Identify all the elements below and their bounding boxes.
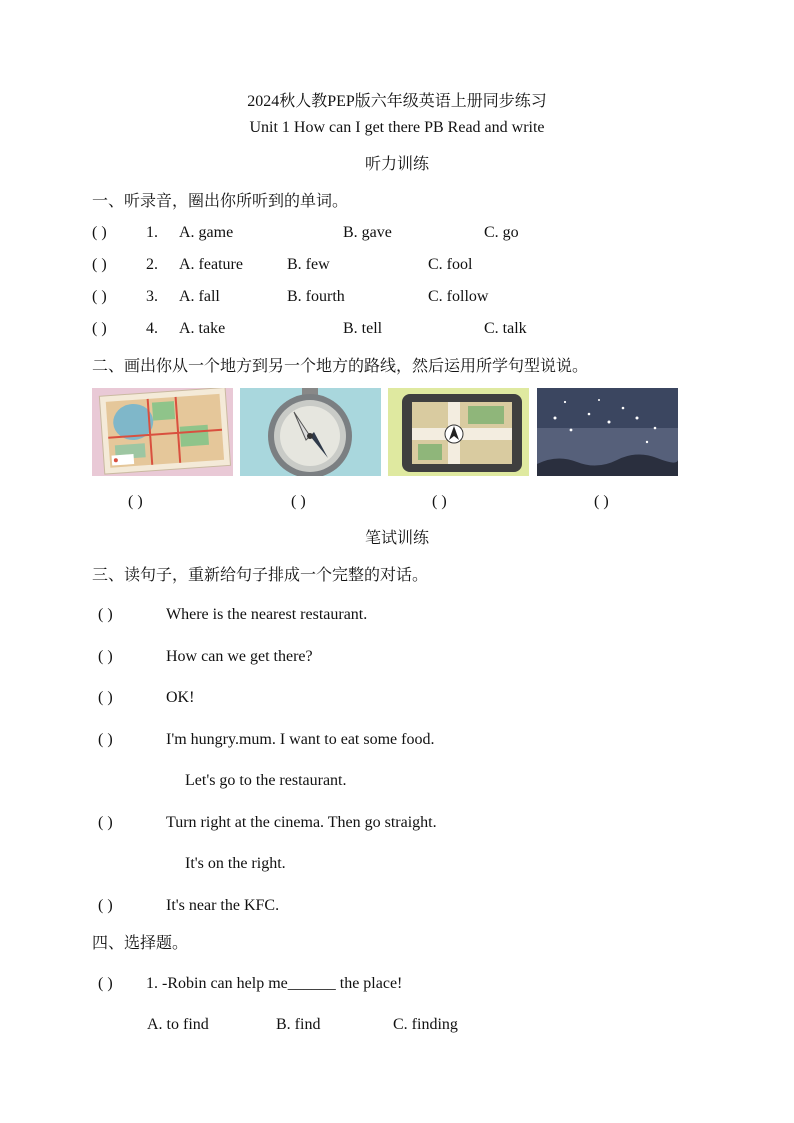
section4-heading: 四、选择题。	[92, 935, 189, 952]
answer-paren[interactable]: ( )	[92, 224, 107, 241]
answer-paren-image-3[interactable]: ( )	[432, 493, 447, 510]
option-c[interactable]: C. fool	[428, 256, 473, 273]
option-b[interactable]: B. find	[276, 1016, 321, 1033]
option-a[interactable]: A. fall	[179, 288, 220, 305]
page-subtitle: Unit 1 How can I get there PB Read and write	[249, 119, 545, 136]
answer-paren[interactable]: ( )	[98, 689, 113, 706]
dialogue-line: Where is the nearest restaurant.	[166, 606, 368, 623]
section1-heading: 一、听录音，圈出你所听到的单词。	[92, 193, 349, 210]
option-c[interactable]: C. go	[484, 224, 519, 241]
compass-image	[240, 388, 381, 476]
dialogue-line-continuation: Let's go to the restaurant.	[185, 772, 347, 789]
answer-paren[interactable]: ( )	[98, 648, 113, 665]
answer-paren[interactable]: ( )	[98, 606, 113, 623]
dialogue-line: OK!	[166, 689, 195, 706]
option-c[interactable]: C. finding	[393, 1016, 458, 1033]
option-b[interactable]: B. fourth	[287, 288, 345, 305]
dialogue-line: It's near the KFC.	[166, 897, 280, 914]
answer-paren[interactable]: ( )	[92, 256, 107, 273]
gps-device-image	[388, 388, 529, 476]
item-number: 2.	[146, 256, 158, 273]
answer-blank[interactable]: ______	[287, 975, 336, 992]
night-stars-image	[537, 388, 678, 476]
question-stem: 1. -Robin can help me	[146, 975, 288, 992]
section2-heading: 二、画出你从一个地方到另一个地方的路线，然后运用所学句型说说。	[92, 358, 589, 375]
answer-paren[interactable]: ( )	[98, 897, 113, 914]
option-a[interactable]: A. feature	[179, 256, 243, 273]
page-title: 2024秋人教PEP版六年级英语上册同步练习	[247, 93, 547, 110]
item-number: 3.	[146, 288, 158, 305]
answer-paren[interactable]: ( )	[98, 975, 113, 992]
answer-paren-image-1[interactable]: ( )	[128, 493, 143, 510]
option-a[interactable]: A. to find	[147, 1016, 209, 1033]
option-a[interactable]: A. game	[179, 224, 234, 241]
item-number: 4.	[146, 320, 158, 337]
item-number: 1.	[146, 224, 158, 241]
option-b[interactable]: B. few	[287, 256, 330, 273]
answer-paren[interactable]: ( )	[98, 814, 113, 831]
answer-paren[interactable]: ( )	[92, 320, 107, 337]
option-b[interactable]: B. tell	[343, 320, 383, 337]
answer-paren-image-4[interactable]: ( )	[594, 493, 609, 510]
question-tail: the place!	[335, 975, 403, 992]
option-c[interactable]: C. follow	[428, 288, 489, 305]
dialogue-line: I'm hungry.mum. I want to eat some food.	[166, 731, 435, 748]
option-a[interactable]: A. take	[179, 320, 226, 337]
map-image	[92, 388, 233, 476]
dialogue-line: Turn right at the cinema. Then go straight.	[166, 814, 437, 831]
answer-paren-image-2[interactable]: ( )	[291, 493, 306, 510]
writing-heading: 笔试训练	[364, 530, 429, 547]
question-text	[146, 975, 402, 993]
dialogue-line: How can we get there?	[166, 648, 313, 665]
section3-heading: 三、读句子，重新给句子排成一个完整的对话。	[92, 567, 429, 584]
option-c[interactable]: C. talk	[484, 320, 527, 337]
answer-paren[interactable]: ( )	[92, 288, 107, 305]
dialogue-line-continuation: It's on the right.	[185, 855, 286, 872]
option-b[interactable]: B. gave	[343, 224, 392, 241]
answer-paren[interactable]: ( )	[98, 731, 113, 748]
listening-heading: 听力训练	[364, 156, 429, 173]
